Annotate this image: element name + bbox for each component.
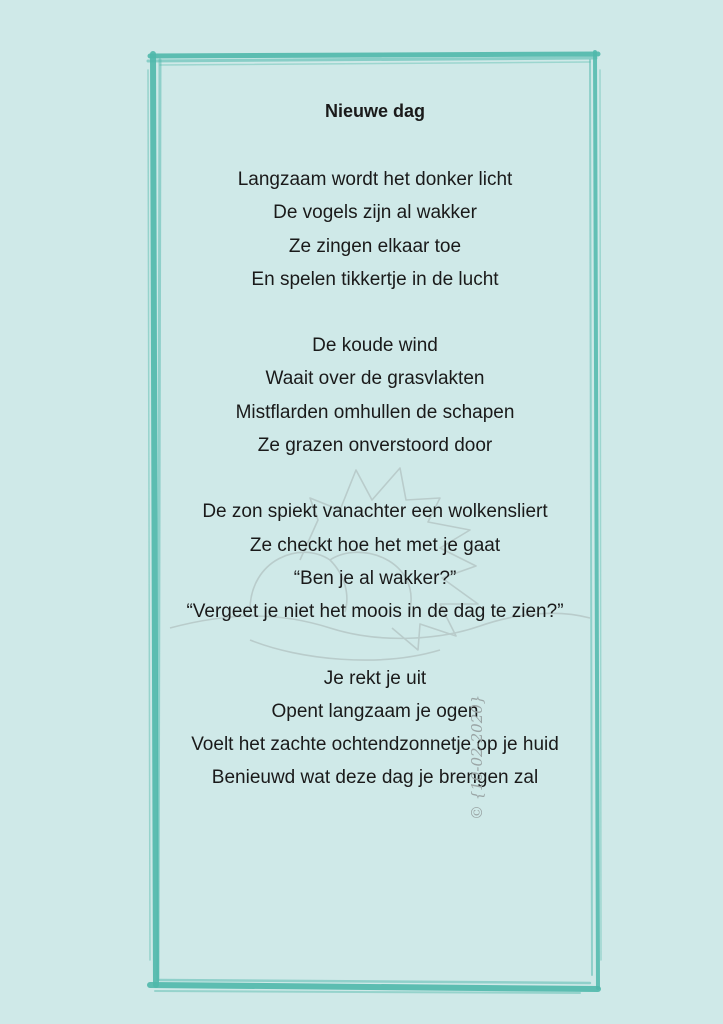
poem-line: De koude wind xyxy=(312,335,438,357)
signature: © {10-02-2020} xyxy=(468,694,486,820)
poem-line: En spelen tikkertje in de lucht xyxy=(251,268,499,290)
poem-body xyxy=(160,163,590,795)
stanza xyxy=(160,163,590,296)
stanza xyxy=(160,329,590,462)
poem-line: Langzaam wordt het donker licht xyxy=(237,169,513,190)
poem-line: Benieuwd wat deze dag je brengen zal xyxy=(211,767,539,789)
poem xyxy=(160,96,590,828)
poem-line: Mistflarden omhullen de schapen xyxy=(235,401,515,423)
stanza xyxy=(160,495,590,628)
poem-line: De vogels zijn al wakker xyxy=(273,202,477,224)
poem-line: Ze zingen elkaar toe xyxy=(288,235,462,257)
poem-line: Ze grazen onverstoord door xyxy=(257,435,493,457)
stanza xyxy=(160,662,590,795)
poem-line: De zon spiekt vanachter een wolkensliert xyxy=(202,501,548,523)
poem-line: “Ben je al wakker?” xyxy=(293,567,457,589)
poem-title: Nieuwe dag xyxy=(324,101,426,121)
poem-line: Voelt het zachte ochtendzonnetje op je huid xyxy=(191,734,559,756)
poem-line: Ze checkt hoe het met je gaat xyxy=(249,534,501,556)
poem-line: Opent langzaam je ogen xyxy=(271,700,479,722)
poem-line: “Vergeet je niet het moois in de dag te zien?” xyxy=(186,601,564,623)
poem-line: Waait over de grasvlakten xyxy=(265,368,485,390)
poem-line: Je rekt je uit xyxy=(323,667,427,689)
